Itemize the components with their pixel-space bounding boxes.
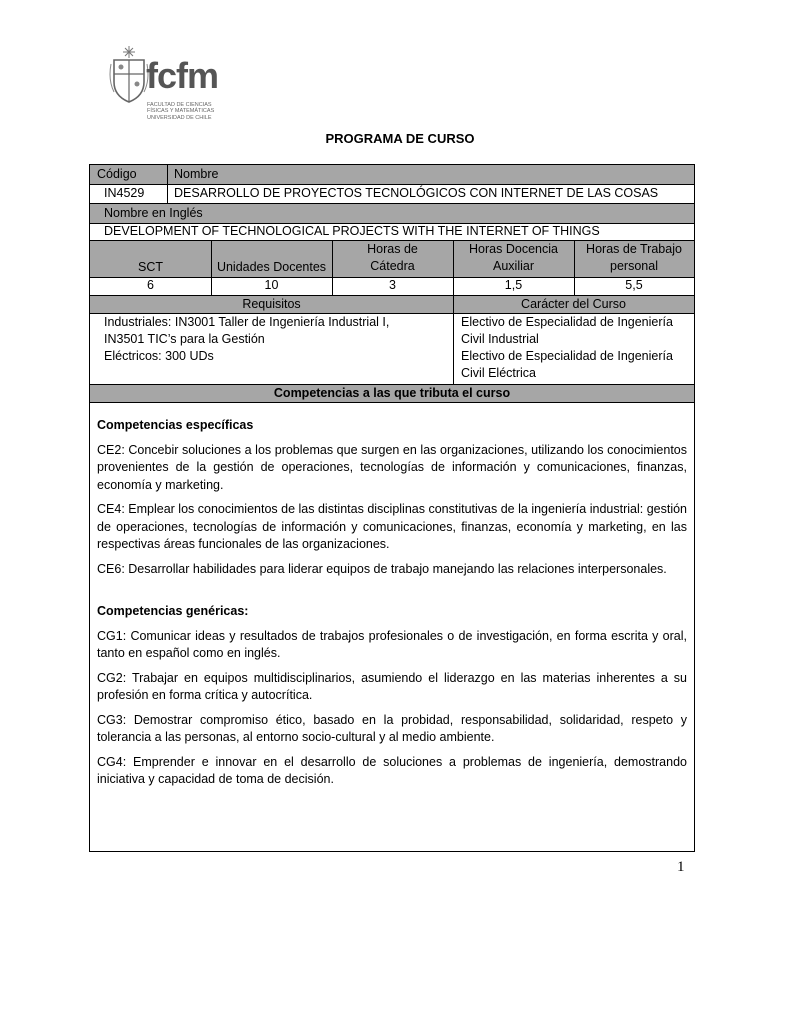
horas-trabajo-personal-value: 5,5 [625, 278, 643, 292]
nombre-label: Nombre [174, 167, 219, 181]
competencia-ce4: CE4: Emplear los conocimientos de las distintas disciplinas constitutivas de la ingeniería industrial: gestión de operaciones, tecnologías de información y comunicaciones, finanzas, economía y marketing, en las respectivas áreas funcionales de las organizaciones. [97, 502, 687, 551]
caracter-content: Electivo de Especialidad de Ingeniería Civil Industrial Electivo de Especialidad de Ingeniería Civil Eléctrica [461, 315, 673, 380]
competencias-especificas-title: Competencias específicas [97, 418, 254, 432]
competencias-content [97, 417, 687, 789]
page-number: 1 [677, 859, 685, 875]
competencia-ce6: CE6: Desarrollar habilidades para liderar equipos de trabajo manejando las relaciones interpersonales. [97, 561, 667, 576]
course-code: IN4529 [104, 186, 145, 200]
unidades-docentes-header: Unidades Docentes [216, 260, 327, 274]
competencias-genericas-title: Competencias genéricas: [97, 604, 249, 618]
unidades-docentes-value: 10 [264, 278, 279, 292]
document-title: PROGRAMA DE CURSO [325, 131, 475, 146]
caracter-label: Carácter del Curso [521, 297, 626, 311]
horas-docencia-auxiliar-header: Horas Docencia Auxiliar [469, 242, 558, 273]
horas-docencia-auxiliar-value: 1,5 [504, 278, 523, 292]
sct-value: 6 [147, 278, 154, 292]
competencia-cg2: CG2: Trabajar en equipos multidisciplinarios, asumiendo el liderazgo en las materias inherentes a su profesión en forma crítica y autocrítica. [97, 670, 687, 702]
horas-catedra-header: Horas de Cátedra [367, 242, 418, 273]
competencia-ce2: CE2: Concebir soluciones a los problemas que surgen en las organizaciones, utilizando los conocimientos provenientes de la gestión de operaciones, tecnologías de información y comunicaciones, finanzas, economía y marketing. [97, 442, 687, 492]
competencia-cg3: CG3: Demostrar compromiso ético, basado en la probidad, responsabilidad, solidaridad, respeto y tolerancia a las personas, al entorno socio-cultural y al medio ambiente. [97, 712, 687, 744]
horas-trabajo-personal-header: Horas de Trabajo personal [586, 242, 682, 273]
english-name-label: Nombre en Inglés [104, 206, 203, 220]
fcfm-logo [108, 44, 233, 126]
course-program-box [89, 164, 695, 852]
logo-subtitle: FACULTAD DE CIENCIAS FÍSICAS Y MATEMÁTICAS UNIVERSIDAD DE CHILE [147, 102, 215, 121]
logo-wordmark: fcfm [146, 55, 219, 96]
requisitos-label: Requisitos [242, 297, 301, 311]
competencia-cg4: CG4: Emprender e innovar en el desarrollo de soluciones a problemas de ingeniería, demostrando iniciativa y capacidad de toma de decisión. [97, 754, 687, 786]
competencias-header: Competencias a las que tributa el curso [273, 386, 511, 400]
sct-header: SCT [138, 260, 163, 274]
competencia-cg1: CG1: Comunicar ideas y resultados de trabajos profesionales o de investigación, en forma escrita y oral, tanto en español como en inglés. [97, 628, 687, 660]
codigo-label: Código [97, 167, 137, 181]
course-name: DESARROLLO DE PROYECTOS TECNOLÓGICOS CON INTERNET DE LAS COSAS [174, 186, 659, 200]
course-english-name: DEVELOPMENT OF TECHNOLOGICAL PROJECTS WITH THE INTERNET OF THINGS [104, 224, 600, 238]
horas-catedra-value: 3 [389, 278, 396, 292]
requisitos-content: Industriales: IN3001 Taller de Ingeniería Industrial I, IN3501 TIC’s para la Gestión Eléctricos: 300 UDs [104, 315, 390, 363]
